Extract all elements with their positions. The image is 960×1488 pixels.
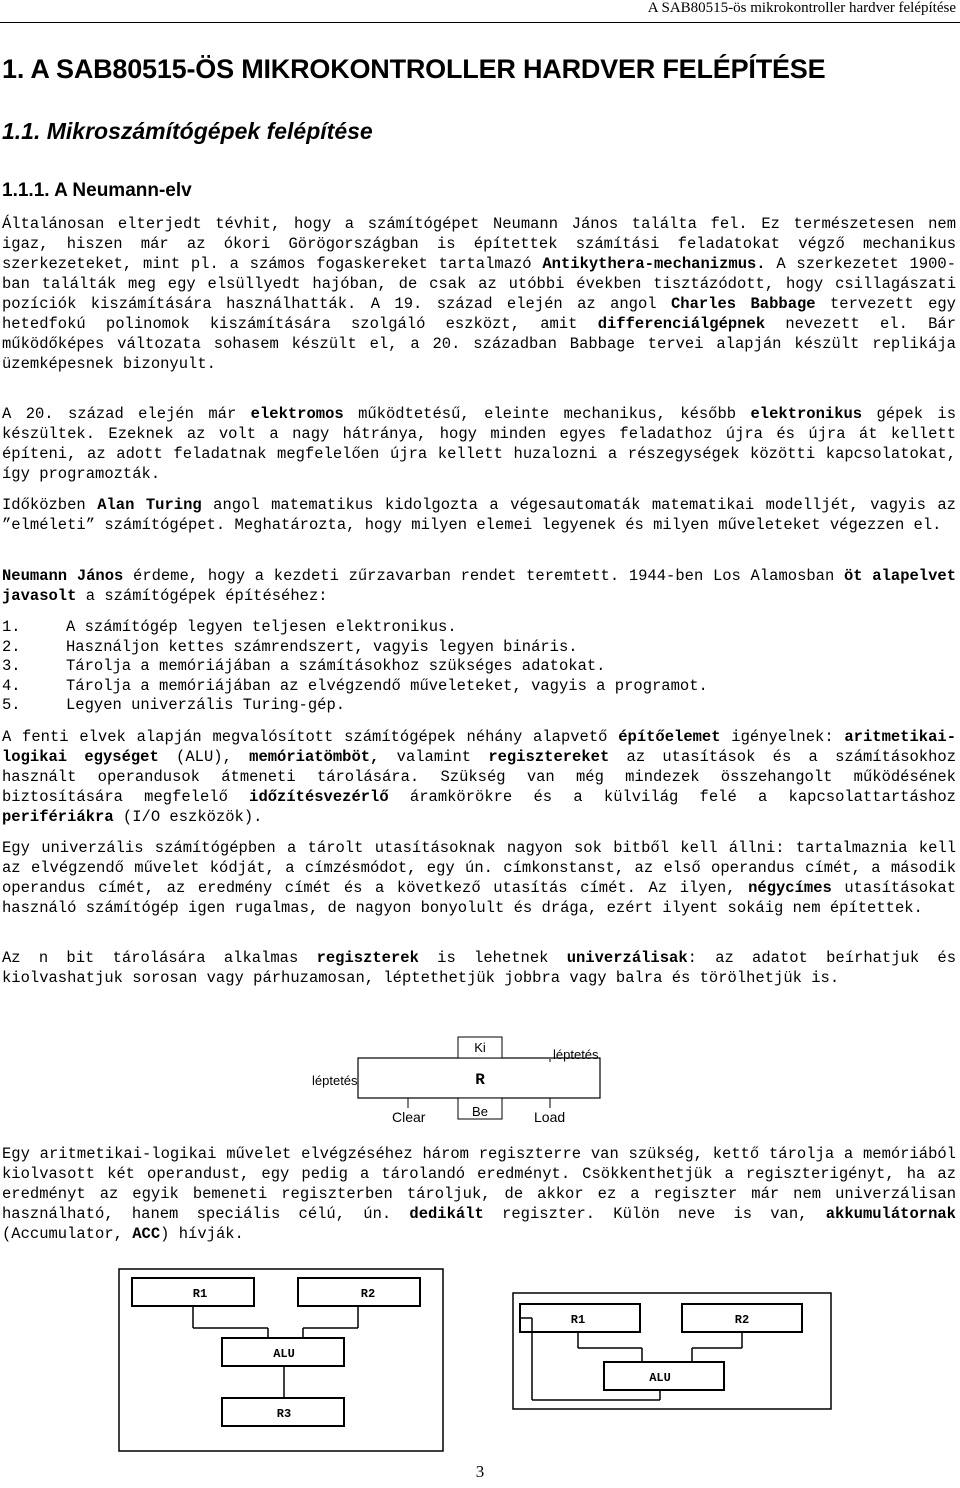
bold-term: Charles Babbage bbox=[670, 295, 816, 313]
bold-term: differenciálgépnek bbox=[597, 315, 766, 333]
text-run: érdeme, hogy a kezdeti zűrzavarban rendet teremtett. 1944-ben Los Alamosban bbox=[123, 567, 844, 585]
paragraph-neumann bbox=[2, 566, 956, 606]
bold-term: építőelemet bbox=[618, 728, 721, 746]
bold-term: öt alapelvet javasolt bbox=[2, 567, 957, 605]
bold-term: Neumann János bbox=[2, 567, 124, 585]
in-port-label: Be bbox=[472, 1104, 488, 1119]
out-port-label: Ki bbox=[474, 1040, 486, 1055]
section-heading: 1.1. Mikroszámítógépek felépítése bbox=[2, 118, 373, 144]
text-run: ) hívják. bbox=[160, 1225, 244, 1243]
bold-term: memóriatömböt, bbox=[249, 748, 380, 766]
text-run: tervezett egy hetedfokú polinomok kiszámítására szolgáló eszközt, amit bbox=[2, 295, 956, 333]
text-run: (Accumulator, bbox=[2, 1225, 133, 1243]
text-run: utasításokat használó számítógép igen rugalmas, de nagyon bonyolult és drága, ezért ilyent sokáig nem építettek. bbox=[2, 879, 956, 917]
text-run: Az n bit tárolására alkalmas bbox=[2, 949, 317, 967]
bold-term: dedikált bbox=[409, 1205, 484, 1223]
bold-term: aritmetikai-logikai egységet bbox=[2, 728, 956, 766]
bold-term: regisztereket bbox=[488, 748, 610, 766]
bold-term: elektronikus bbox=[750, 405, 863, 423]
alu-label: ALU bbox=[273, 1347, 295, 1361]
paragraph-four-address bbox=[2, 838, 956, 918]
text-run: igényelnek: bbox=[720, 728, 845, 746]
shift-right-label: léptetés bbox=[553, 1047, 599, 1062]
r1-label: R1 bbox=[570, 1313, 586, 1327]
paragraph-turing bbox=[2, 495, 956, 535]
paragraph-electric-machines bbox=[2, 404, 956, 484]
clear-label: Clear bbox=[392, 1109, 426, 1125]
alu-accumulator-diagram bbox=[512, 1292, 832, 1410]
r1-label: R1 bbox=[192, 1287, 208, 1301]
bold-term: perifériákra bbox=[2, 808, 114, 826]
text-run: valamint bbox=[379, 748, 489, 766]
text-run: regiszter. Külön neve is van, bbox=[483, 1205, 826, 1223]
text-run: Egy univerzális számítógépben a tárolt utasításoknak nagyon sok bitből kell állni: tartalmaznia kell az elvégzendő művelet kódját, a címzésmódot, egy ún. címkonstanst, az első operandus címét, a második operandus címét, az eredmény címét és a következő utasítás címét. Az ilyen, bbox=[2, 839, 956, 897]
bold-term: időzítésvezérlő bbox=[249, 788, 389, 806]
text-run: (ALU), bbox=[158, 748, 250, 766]
r2-label: R2 bbox=[734, 1313, 750, 1327]
text-run: Időközben bbox=[2, 496, 98, 514]
bold-term: ACC bbox=[132, 1225, 161, 1243]
alu-three-register-diagram bbox=[118, 1268, 444, 1452]
text-run: Egy aritmetikai-logikai művelet elvégzéséhez három regiszterre van szükség, kettő tárolja a memóriából kiolvasott két operandust, egy pedig a tárolandó eredményt. Csökkenthetjük a regiszterigényt, ha az eredményt az egyik bemeneti regiszterben tároljuk, de akkor ez a regiszter már nem univerzálisan használható, hanem speciális célú, ún. bbox=[2, 1145, 956, 1223]
paragraph-accumulator bbox=[2, 1144, 956, 1244]
bold-term: Antikythera-mechanizmus. bbox=[542, 255, 766, 273]
list-item: 2. Használjon kettes számrendszert, vagyis legyen bináris. bbox=[2, 637, 578, 656]
text-run: áramkörökre és a külvilág felé a kapcsolattartáshoz bbox=[388, 788, 956, 806]
list-item: 5. Legyen univerzális Turing-gép. bbox=[2, 696, 346, 715]
bold-term: regiszterek bbox=[316, 949, 419, 967]
list-item: 4. Tárolja a memóriájában az elvégzendő műveleteket, vagyis a programot. bbox=[2, 676, 708, 695]
page-number: 3 bbox=[475, 1462, 485, 1481]
r3-label: R3 bbox=[276, 1407, 292, 1421]
paragraph-building-blocks bbox=[2, 727, 956, 827]
text-run: is lehetnek bbox=[418, 949, 567, 967]
text-run: a számítógépek építéséhez: bbox=[76, 587, 328, 605]
text-run: (I/O eszközök). bbox=[113, 808, 263, 826]
text-run: A szerkezetet 1900-ban találták meg egy elsüllyedt hajóban, de csak az utóbbi években tisztázódott, hogy csillagászati pozíciók kiszámítására használhatták. A 19. század elején az angol bbox=[2, 255, 956, 313]
chapter-heading: 1. A SAB80515-ÖS MIKROKONTROLLER HARDVER FELÉPÍTÉSE bbox=[2, 54, 826, 84]
bold-term: akkumulátornak bbox=[825, 1205, 956, 1223]
list-item: 3. Tárolja a memóriájában a számításokhoz szükséges adatokat. bbox=[2, 657, 606, 676]
text-run: gépek is készültek. Ezeknek az volt a nagy hátránya, hogy minden egyes feladathoz újra és újra át kellett építeni, az adott feladatnak megfelelően újra kellett huzalozni a részegységek közötti kapcsolatokat, így programozták. bbox=[2, 405, 956, 483]
register-label: R bbox=[475, 1071, 485, 1089]
paragraph-history bbox=[2, 214, 956, 374]
load-label: Load bbox=[534, 1109, 566, 1125]
bold-term: univerzálisak bbox=[566, 949, 688, 967]
running-header: A SAB80515-ös mikrokontroller hardver felépítése bbox=[647, 0, 956, 16]
shift-left-label: léptetés bbox=[312, 1073, 358, 1088]
list-item: 1. A számítógép legyen teljesen elektronikus. bbox=[2, 618, 457, 636]
text-run: az utasítások és a számításokhoz használt operandusok átmeneti tárolására. Szükség van még mindezek összehangolt működésének biztosítására megfelelő bbox=[2, 748, 957, 806]
bold-term: elektromos bbox=[250, 405, 344, 423]
text-run: : az adatot beírhatjuk és kiolvashatjuk sorosan vagy párhuzamosan, léptethetjük jobbra vagy balra és törölhetjük is. bbox=[2, 949, 957, 987]
text-run: működtetésű, eleinte mechanikus, később bbox=[343, 405, 751, 423]
subsection-heading: 1.1.1. A Neumann-elv bbox=[2, 180, 192, 201]
bold-term: négycímes bbox=[748, 879, 832, 897]
r2-label: R2 bbox=[360, 1287, 376, 1301]
text-run: angol matematikus kidolgozta a végesautomaták matematikai modelljét, vagyis az ”elméleti” számítógépet. Meghatározta, hogy milyen elemei legyenek és milyen műveleteket végezzen el. bbox=[2, 496, 956, 534]
header-rule bbox=[0, 22, 960, 23]
bold-term: Alan Turing bbox=[97, 496, 202, 514]
text-run: A fenti elvek alapján megvalósított számítógépek néhány alapvető bbox=[2, 728, 619, 746]
paragraph-registers bbox=[2, 948, 956, 988]
r2-box bbox=[298, 1278, 420, 1306]
text-run: nevezett el. Bár működőképes változata sohasem készült el, a 20. században Babbage tervei alapján készült replikája üzemképesnek bizonyult. bbox=[2, 315, 956, 373]
text-run: A 20. század elején már bbox=[2, 405, 251, 423]
principles-list bbox=[2, 618, 956, 716]
text-run: Általánosan elterjedt tévhit, hogy a számítógépet Neumann János találta fel. Ez természetesen nem igaz, hiszen már az ókori Görögországban is építettek számítási feladatokat végző mechanikus szerkezeteket, mint pl. a számos fogaskereket tartalmazó bbox=[2, 215, 956, 273]
alu-label: ALU bbox=[649, 1371, 671, 1385]
register-diagram bbox=[310, 1024, 650, 1132]
